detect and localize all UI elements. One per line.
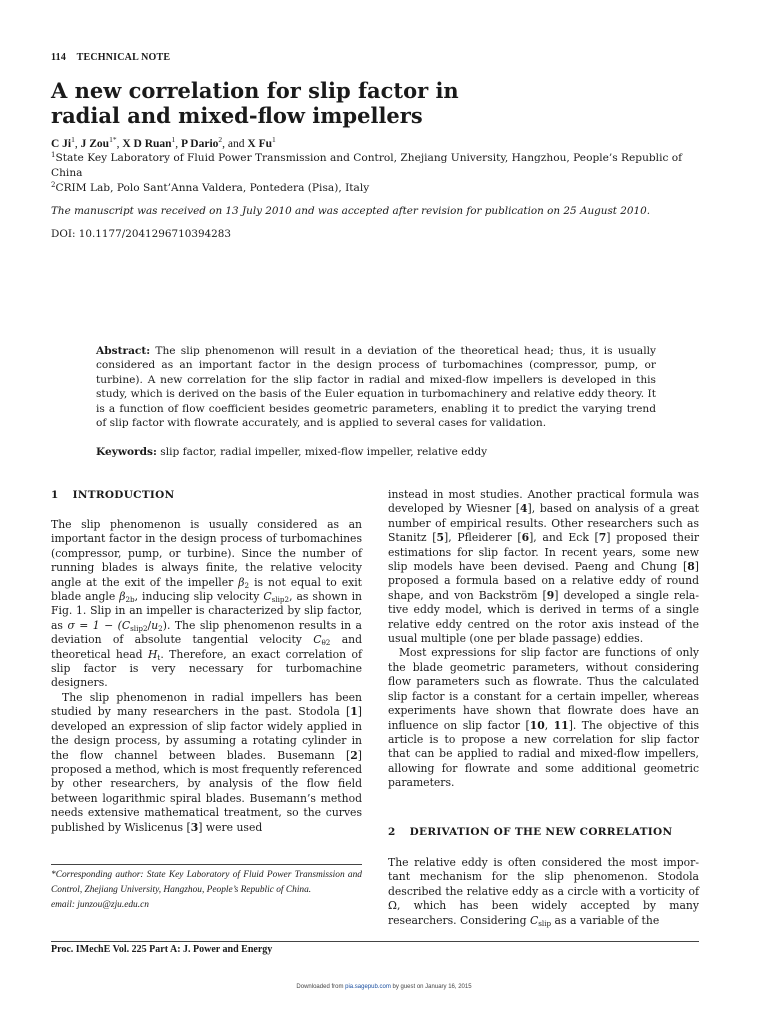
right-column	[388, 488, 699, 791]
received-note: The manuscript was received on 13 July 2010 and was accepted after revision for publication on 25 August 2010.	[51, 205, 651, 217]
abstract-text: The slip phenomenon will result in a deviation of the theoretical head; thus, it is usually considered as an important factor in the design process of turbomachines (compressor, pump, or turbine). A new correlation for the slip factor in radial and mixed-flow impellers is developed in this study, which is derived on the basis of the Euler equation in turbomachinery and relative eddy theory. It is a function of flow coefficient besides geometric parameters, enabling it to predict the varying trend of slip factor with flowrate accurately, and is applied to several cases for validation.	[96, 345, 656, 430]
section-2-heading: 2 DERIVATION OF THE NEW CORRELATION	[388, 826, 673, 838]
doi: DOI: 10.1177/2041296710394283	[51, 228, 231, 240]
affiliation-2: $^2$CRIM Lab, Polo Sant’Anna Valdera, Pontedera (Pisa), Italy	[51, 181, 370, 194]
keywords	[96, 446, 487, 458]
abstract-label: Abstract:	[96, 345, 151, 357]
author: X D Ruan	[122, 138, 172, 150]
footer-divider	[51, 941, 699, 942]
author: P Dario	[181, 138, 219, 150]
author-sup: 1	[171, 135, 176, 144]
author-email: email: junzou@zju.edu.cn	[51, 900, 149, 910]
corresponding-author-footnote: *Corresponding author: State Key Laboratory of Fluid Power Transmission and Control, Zhejiang University, Hangzhou, People’s Republic of China. email: junzou@zju.edu.cn	[51, 870, 362, 910]
footnote-divider	[51, 864, 362, 865]
title-line-2: radial and mixed-flow impellers	[51, 103, 423, 128]
section-1-heading: 1 INTRODUCTION	[51, 489, 175, 501]
intro-paragraph-1: The slip phenomenon is usually considered as an important factor in the design process of turbomachines (compressor, pump, or turbine). Since the number of running blades is always finite, the relative velocity angle at the exit of the impeller $\beta_2$ is not equal to exit blade angle $\beta_{2b}$, inducing slip velocity $C_{slip2}$, as shown in Fig. 1. Slip in an impeller is characterized by slip factor, as $\sigma = 1 - (C_{slip2}/u_2)$. The slip phenomenon results in a deviation of absolute tangential velocity $C_{\theta 2}$ and theoretical head $H_t$. Therefore, an exact correlation of slip factor is very necessary for turbomachine designers.	[51, 518, 363, 690]
section-2-paragraph: The relative eddy is often considered the most important mechanism for the slip phenomenon. Stodola described the relative eddy as a circle with a vorticity of Ω, which has been widely accepted by many researchers. Considering $C_{slip}$ as a variable of the	[388, 856, 699, 928]
download-link[interactable]: pia.sagepub.com	[345, 984, 391, 990]
section-label: TECHNICAL NOTE	[76, 52, 171, 63]
page-number: 114	[51, 52, 67, 63]
running-header	[51, 52, 170, 63]
article-title	[51, 78, 711, 128]
author-sup: 2	[218, 135, 223, 144]
intro-paragraph-2: The slip phenomenon in radial impellers has been studied by many researchers in the past. Stodola [1] developed an expression of slip factor widely applied in the design process, by assuming a rotating cylinder in the flow channel between blades. Busemann [2] proposed a method, which is most frequently referenced by other researchers, by analysis of the flow field between logarithmic spiral blades. Busemann’s method needs extensive mathematical treatment, so the curves published by Wislicenus [3] were used	[51, 690, 362, 834]
author: C Ji	[51, 138, 72, 150]
keywords-text: slip factor, radial impeller, mixed-flow impeller, relative eddy	[160, 446, 488, 458]
download-notice: Downloaded from pia.sagepub.com by guest on January 16, 2015	[296, 984, 472, 990]
intro-paragraph-3: instead in most studies. Another practical formula was developed by Wiesner [4], based on analysis of a great number of empirical results. Other researchers such as Stanitz [5], Pfleiderer [6], and Eck [7] proposed their estimations for slip factor. In recent years, some new slip models have been devised. Paeng and Chung [8] proposed a formula based on a relative eddy of round shape, and von Backström [9] developed a single relative eddy model, which is derived in terms of a single relative eddy centred on the rotor axis instead of the usual multiple (one per blade passage) eddies.	[388, 488, 700, 646]
intro-paragraph-4: Most expressions for slip factor are functions of only the blade geometric parameters, without considering flow parameters such as flowrate. Thus the calculated slip factor is a constant for a certain impeller, whereas experiments have shown that flowrate does have an influence on slip factor [10, 11]. The objective of this article is to propose a new correlation for slip factor that can be applied to radial and mixed-flow impellers, allowing for flowrate and some additional geometric parameters.	[388, 646, 699, 790]
keywords-label: Keywords:	[96, 446, 157, 458]
author-sup: 1	[272, 135, 276, 144]
author: J Zou	[80, 138, 110, 150]
author: X Fu	[247, 138, 273, 150]
abstract	[96, 344, 656, 430]
author-sup: 1	[71, 135, 75, 144]
author-sup: 1*	[109, 135, 117, 144]
title-line-1: A new correlation for slip factor in	[51, 78, 459, 103]
author-list: C Ji$^1$, J Zou$^{1*}$, X D Ruan$^1$, P Dario$^2$, and X Fu$^1$	[51, 135, 276, 150]
author-and: and	[227, 138, 245, 150]
left-column	[51, 518, 362, 835]
affiliation-1: $^1$State Key Laboratory of Fluid Power Transmission and Control, Zhejiang University, Hangzhou, People’s Republic of China	[51, 151, 683, 179]
journal-footer: Proc. IMechE Vol. 225 Part A: J. Power and Energy	[51, 944, 273, 955]
